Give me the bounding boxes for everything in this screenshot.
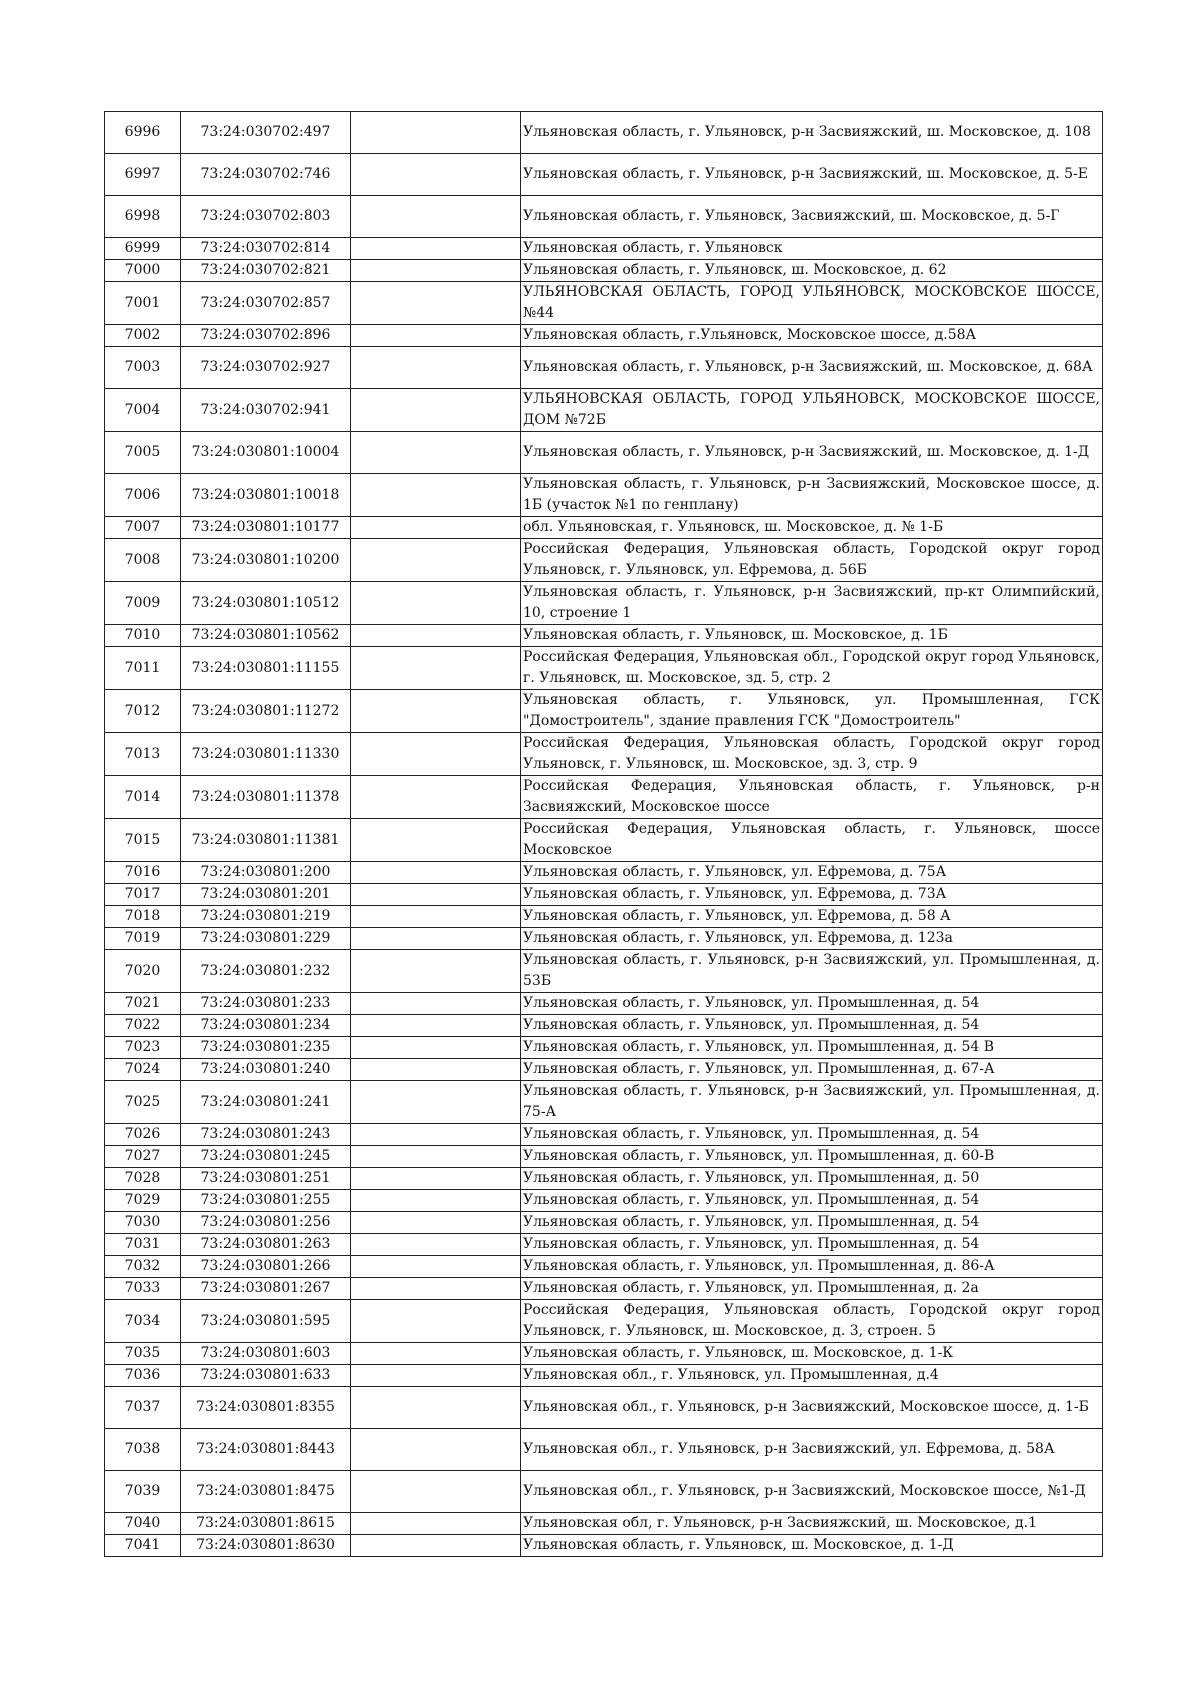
table-row (105, 1365, 1103, 1387)
empty-cell (351, 238, 521, 260)
empty-cell (351, 1059, 521, 1081)
cadastral-number: 73:24:030801:255 (181, 1190, 351, 1212)
cadastral-number: 73:24:030702:857 (181, 282, 351, 325)
cadastral-number: 73:24:030801:595 (181, 1300, 351, 1343)
row-number: 7036 (105, 1365, 181, 1387)
empty-cell (351, 325, 521, 347)
address: Ульяновская область, г. Ульяновск, ул. Ефремова, д. 123а (521, 928, 1103, 950)
address: Ульяновская обл., г. Ульяновск, р-н Засвияжский, ул. Ефремова, д. 58А (521, 1429, 1103, 1471)
cadastral-number: 73:24:030801:233 (181, 993, 351, 1015)
address: Ульяновская область, г. Ульяновск, ул. Промышленная, д. 54 (521, 1015, 1103, 1037)
empty-cell (351, 474, 521, 517)
address: Ульяновская область, г. Ульяновск, ул. Ефремова, д. 73А (521, 884, 1103, 906)
table-row (105, 238, 1103, 260)
address: Ульяновская область, г.Ульяновск, Московское шоссе, д.58А (521, 325, 1103, 347)
address: Ульяновская область, г. Ульяновск, р-н Засвияжский, Московское шоссе, д. 1Б (участок №1 по генплану) (521, 474, 1103, 517)
empty-cell (351, 1365, 521, 1387)
row-number: 7024 (105, 1059, 181, 1081)
table-row (105, 582, 1103, 625)
row-number: 7022 (105, 1015, 181, 1037)
row-number: 7031 (105, 1234, 181, 1256)
row-number: 6997 (105, 154, 181, 196)
row-number: 7018 (105, 906, 181, 928)
empty-cell (351, 690, 521, 733)
empty-cell (351, 1168, 521, 1190)
cadastral-number: 73:24:030801:11381 (181, 819, 351, 862)
empty-cell (351, 1015, 521, 1037)
cadastral-number: 73:24:030801:240 (181, 1059, 351, 1081)
empty-cell (351, 517, 521, 539)
table-row (105, 325, 1103, 347)
table-row (105, 347, 1103, 389)
row-number: 7027 (105, 1146, 181, 1168)
address: Ульяновская обл., г. Ульяновск, ул. Промышленная, д.4 (521, 1365, 1103, 1387)
empty-cell (351, 1513, 521, 1535)
row-number: 7004 (105, 389, 181, 432)
empty-cell (351, 1343, 521, 1365)
address: Ульяновская обл, г. Ульяновск, р-н Засвияжский, ш. Московское, д.1 (521, 1513, 1103, 1535)
cadastral-number: 73:24:030801:8615 (181, 1513, 351, 1535)
cadastral-number: 73:24:030801:8443 (181, 1429, 351, 1471)
address: Ульяновская область, г. Ульяновск, ул. Промышленная, д. 67-А (521, 1059, 1103, 1081)
address: Российская Федерация, Ульяновская область, Городской округ город Ульяновск, г. Ульяновск, ш. Московское, д. 3, строен. 5 (521, 1300, 1103, 1343)
cadastral-number: 73:24:030801:8630 (181, 1535, 351, 1557)
address: Ульяновская область, г. Ульяновск, ш. Московское, д. 1Б (521, 625, 1103, 647)
row-number: 7008 (105, 539, 181, 582)
empty-cell (351, 1081, 521, 1124)
table-row (105, 282, 1103, 325)
row-number: 7011 (105, 647, 181, 690)
address: Ульяновская область, г. Ульяновск, ул. Промышленная, д. 54 (521, 1212, 1103, 1234)
row-number: 7007 (105, 517, 181, 539)
empty-cell (351, 1471, 521, 1513)
row-number: 7032 (105, 1256, 181, 1278)
property-table-body (105, 112, 1103, 1557)
address: УЛЬЯНОВСКАЯ ОБЛАСТЬ, ГОРОД УЛЬЯНОВСК, МОСКОВСКОЕ ШОССЕ, ДОМ №72Б (521, 389, 1103, 432)
cadastral-number: 73:24:030702:497 (181, 112, 351, 154)
empty-cell (351, 582, 521, 625)
address: Ульяновская область, г. Ульяновск, ул. Промышленная, д. 54 (521, 993, 1103, 1015)
empty-cell (351, 112, 521, 154)
cadastral-number: 73:24:030801:256 (181, 1212, 351, 1234)
table-row (105, 1190, 1103, 1212)
cadastral-number: 73:24:030801:267 (181, 1278, 351, 1300)
row-number: 7013 (105, 733, 181, 776)
row-number: 7020 (105, 950, 181, 993)
table-row (105, 539, 1103, 582)
address: Ульяновская область, г. Ульяновск, ул. Промышленная, д. 60-В (521, 1146, 1103, 1168)
table-row (105, 928, 1103, 950)
address: Ульяновская область, г. Ульяновск, ул. Промышленная, д. 86-А (521, 1256, 1103, 1278)
table-row (105, 1535, 1103, 1557)
cadastral-number: 73:24:030801:241 (181, 1081, 351, 1124)
address: Ульяновская область, г. Ульяновск, ул. Промышленная, д. 54 (521, 1124, 1103, 1146)
address: Ульяновская область, г. Ульяновск, ш. Московское, д. 1-К (521, 1343, 1103, 1365)
address: Ульяновская область, г. Ульяновск, ул. Промышленная, д. 2а (521, 1278, 1103, 1300)
empty-cell (351, 432, 521, 474)
row-number: 6998 (105, 196, 181, 238)
row-number: 7026 (105, 1124, 181, 1146)
cadastral-number: 73:24:030801:10177 (181, 517, 351, 539)
address: Ульяновская область, г. Ульяновск, Засвияжский, ш. Московское, д. 5-Г (521, 196, 1103, 238)
cadastral-number: 73:24:030801:11378 (181, 776, 351, 819)
row-number: 6999 (105, 238, 181, 260)
row-number: 7014 (105, 776, 181, 819)
cadastral-number: 73:24:030702:746 (181, 154, 351, 196)
empty-cell (351, 1212, 521, 1234)
table-row (105, 950, 1103, 993)
empty-cell (351, 1146, 521, 1168)
cadastral-number: 73:24:030801:229 (181, 928, 351, 950)
empty-cell (351, 950, 521, 993)
address: Российская Федерация, Ульяновская область, г. Ульяновск, шоссе Московское (521, 819, 1103, 862)
cadastral-number: 73:24:030801:200 (181, 862, 351, 884)
cadastral-number: 73:24:030801:232 (181, 950, 351, 993)
cadastral-number: 73:24:030801:8355 (181, 1387, 351, 1429)
address: Российская Федерация, Ульяновская обл., Городской округ город Ульяновск, г. Ульяновск, ш. Московское, зд. 5, стр. 2 (521, 647, 1103, 690)
table-row (105, 625, 1103, 647)
address: Ульяновская область, г. Ульяновск, ул. Ефремова, д. 58 А (521, 906, 1103, 928)
table-row (105, 260, 1103, 282)
cadastral-number: 73:24:030801:10004 (181, 432, 351, 474)
row-number: 7006 (105, 474, 181, 517)
empty-cell (351, 1300, 521, 1343)
table-row (105, 1081, 1103, 1124)
row-number: 7003 (105, 347, 181, 389)
row-number: 7009 (105, 582, 181, 625)
empty-cell (351, 1234, 521, 1256)
address: Ульяновская область, г. Ульяновск, р-н Засвияжский, ш. Московское, д. 5-Е (521, 154, 1103, 196)
row-number: 7034 (105, 1300, 181, 1343)
address: Российская Федерация, Ульяновская область, Городской округ город Ульяновск, г. Ульяновск, ул. Ефремова, д. 56Б (521, 539, 1103, 582)
empty-cell (351, 733, 521, 776)
row-number: 7025 (105, 1081, 181, 1124)
cadastral-number: 73:24:030801:266 (181, 1256, 351, 1278)
table-row (105, 1256, 1103, 1278)
empty-cell (351, 906, 521, 928)
empty-cell (351, 282, 521, 325)
table-row (105, 1037, 1103, 1059)
address: Ульяновская область, г. Ульяновск, р-н Засвияжский, ул. Промышленная, д. 75-А (521, 1081, 1103, 1124)
empty-cell (351, 776, 521, 819)
table-row (105, 993, 1103, 1015)
empty-cell (351, 196, 521, 238)
address: Ульяновская обл., г. Ульяновск, р-н Засвияжский, Московское шоссе, д. 1-Б (521, 1387, 1103, 1429)
address: Ульяновская область, г. Ульяновск, ш. Московское, д. 62 (521, 260, 1103, 282)
empty-cell (351, 539, 521, 582)
address: Ульяновская область, г. Ульяновск, ул. Ефремова, д. 75А (521, 862, 1103, 884)
address: Ульяновская область, г. Ульяновск, р-н Засвияжский, ул. Промышленная, д. 53Б (521, 950, 1103, 993)
row-number: 7012 (105, 690, 181, 733)
address: Ульяновская область, г. Ульяновск, р-н Засвияжский, ш. Московское, д. 1-Д (521, 432, 1103, 474)
address: Ульяновская область, г. Ульяновск (521, 238, 1103, 260)
row-number: 7029 (105, 1190, 181, 1212)
cadastral-number: 73:24:030801:263 (181, 1234, 351, 1256)
row-number: 7039 (105, 1471, 181, 1513)
empty-cell (351, 993, 521, 1015)
row-number: 7001 (105, 282, 181, 325)
cadastral-number: 73:24:030801:11272 (181, 690, 351, 733)
empty-cell (351, 1387, 521, 1429)
row-number: 7005 (105, 432, 181, 474)
empty-cell (351, 347, 521, 389)
cadastral-number: 73:24:030801:10512 (181, 582, 351, 625)
table-row (105, 1212, 1103, 1234)
empty-cell (351, 154, 521, 196)
row-number: 7040 (105, 1513, 181, 1535)
table-row (105, 862, 1103, 884)
row-number: 7016 (105, 862, 181, 884)
address: Ульяновская область, г. Ульяновск, р-н Засвияжский, пр-кт Олимпийский, 10, строение 1 (521, 582, 1103, 625)
address: Ульяновская область, г. Ульяновск, ул. Промышленная, д. 54 (521, 1190, 1103, 1212)
empty-cell (351, 389, 521, 432)
empty-cell (351, 1124, 521, 1146)
cadastral-number: 73:24:030801:235 (181, 1037, 351, 1059)
row-number: 7021 (105, 993, 181, 1015)
cadastral-number: 73:24:030702:821 (181, 260, 351, 282)
table-row (105, 1146, 1103, 1168)
table-row (105, 474, 1103, 517)
cadastral-number: 73:24:030801:245 (181, 1146, 351, 1168)
row-number: 7019 (105, 928, 181, 950)
address: обл. Ульяновская, г. Ульяновск, ш. Московское, д. № 1-Б (521, 517, 1103, 539)
row-number: 7017 (105, 884, 181, 906)
cadastral-number: 73:24:030801:201 (181, 884, 351, 906)
cadastral-number: 73:24:030801:10562 (181, 625, 351, 647)
table-row (105, 884, 1103, 906)
row-number: 7033 (105, 1278, 181, 1300)
address: Ульяновская область, г. Ульяновск, ул. Промышленная, д. 54 В (521, 1037, 1103, 1059)
cadastral-number: 73:24:030801:234 (181, 1015, 351, 1037)
address: Ульяновская область, г. Ульяновск, ш. Московское, д. 1-Д (521, 1535, 1103, 1557)
empty-cell (351, 1256, 521, 1278)
table-row (105, 112, 1103, 154)
address: Российская Федерация, Ульяновская область, г. Ульяновск, р-н Засвияжский, Московское шоссе (521, 776, 1103, 819)
address: Ульяновская область, г. Ульяновск, ул. Промышленная, д. 54 (521, 1234, 1103, 1256)
table-row (105, 1513, 1103, 1535)
table-row (105, 432, 1103, 474)
cadastral-number: 73:24:030702:927 (181, 347, 351, 389)
row-number: 7037 (105, 1387, 181, 1429)
row-number: 7038 (105, 1429, 181, 1471)
table-row (105, 906, 1103, 928)
empty-cell (351, 884, 521, 906)
cadastral-number: 73:24:030801:219 (181, 906, 351, 928)
address: Ульяновская область, г. Ульяновск, р-н Засвияжский, ш. Московское, д. 108 (521, 112, 1103, 154)
empty-cell (351, 1278, 521, 1300)
table-row (105, 1124, 1103, 1146)
property-table (104, 111, 1103, 1557)
table-row (105, 389, 1103, 432)
empty-cell (351, 928, 521, 950)
table-row (105, 647, 1103, 690)
table-row (105, 1343, 1103, 1365)
table-row (105, 196, 1103, 238)
row-number: 7015 (105, 819, 181, 862)
empty-cell (351, 1037, 521, 1059)
empty-cell (351, 1535, 521, 1557)
cadastral-number: 73:24:030801:603 (181, 1343, 351, 1365)
table-row (105, 733, 1103, 776)
cadastral-number: 73:24:030801:633 (181, 1365, 351, 1387)
row-number: 7023 (105, 1037, 181, 1059)
table-row (105, 1471, 1103, 1513)
cadastral-number: 73:24:030801:8475 (181, 1471, 351, 1513)
table-row (105, 1300, 1103, 1343)
address: Ульяновская область, г. Ульяновск, ул. Промышленная, д. 50 (521, 1168, 1103, 1190)
empty-cell (351, 819, 521, 862)
cadastral-number: 73:24:030702:814 (181, 238, 351, 260)
address: Российская Федерация, Ульяновская область, Городской округ город Ульяновск, г. Ульяновск, ш. Московское, зд. 3, стр. 9 (521, 733, 1103, 776)
cadastral-number: 73:24:030801:10200 (181, 539, 351, 582)
row-number: 7030 (105, 1212, 181, 1234)
empty-cell (351, 1190, 521, 1212)
cadastral-number: 73:24:030801:11155 (181, 647, 351, 690)
empty-cell (351, 862, 521, 884)
row-number: 7002 (105, 325, 181, 347)
cadastral-number: 73:24:030702:941 (181, 389, 351, 432)
cadastral-number: 73:24:030702:896 (181, 325, 351, 347)
row-number: 7010 (105, 625, 181, 647)
table-row (105, 1278, 1103, 1300)
cadastral-number: 73:24:030801:11330 (181, 733, 351, 776)
table-row (105, 1168, 1103, 1190)
row-number: 7041 (105, 1535, 181, 1557)
table-row (105, 819, 1103, 862)
table-row (105, 1059, 1103, 1081)
row-number: 7000 (105, 260, 181, 282)
table-row (105, 690, 1103, 733)
empty-cell (351, 260, 521, 282)
table-row (105, 1387, 1103, 1429)
row-number: 7035 (105, 1343, 181, 1365)
cadastral-number: 73:24:030801:243 (181, 1124, 351, 1146)
address: Ульяновская область, г. Ульяновск, р-н Засвияжский, ш. Московское, д. 68А (521, 347, 1103, 389)
cadastral-number: 73:24:030801:251 (181, 1168, 351, 1190)
address: Ульяновская обл., г. Ульяновск, р-н Засвияжский, Московское шоссе, №1-Д (521, 1471, 1103, 1513)
table-row (105, 1234, 1103, 1256)
empty-cell (351, 647, 521, 690)
address: УЛЬЯНОВСКАЯ ОБЛАСТЬ, ГОРОД УЛЬЯНОВСК, МОСКОВСКОЕ ШОССЕ, №44 (521, 282, 1103, 325)
cadastral-number: 73:24:030702:803 (181, 196, 351, 238)
address: Ульяновская область, г. Ульяновск, ул. Промышленная, ГСК "Домостроитель", здание правления ГСК "Домостроитель" (521, 690, 1103, 733)
cadastral-number: 73:24:030801:10018 (181, 474, 351, 517)
table-row (105, 154, 1103, 196)
table-row (105, 1015, 1103, 1037)
empty-cell (351, 625, 521, 647)
table-row (105, 517, 1103, 539)
table-row (105, 1429, 1103, 1471)
row-number: 6996 (105, 112, 181, 154)
row-number: 7028 (105, 1168, 181, 1190)
table-row (105, 776, 1103, 819)
empty-cell (351, 1429, 521, 1471)
